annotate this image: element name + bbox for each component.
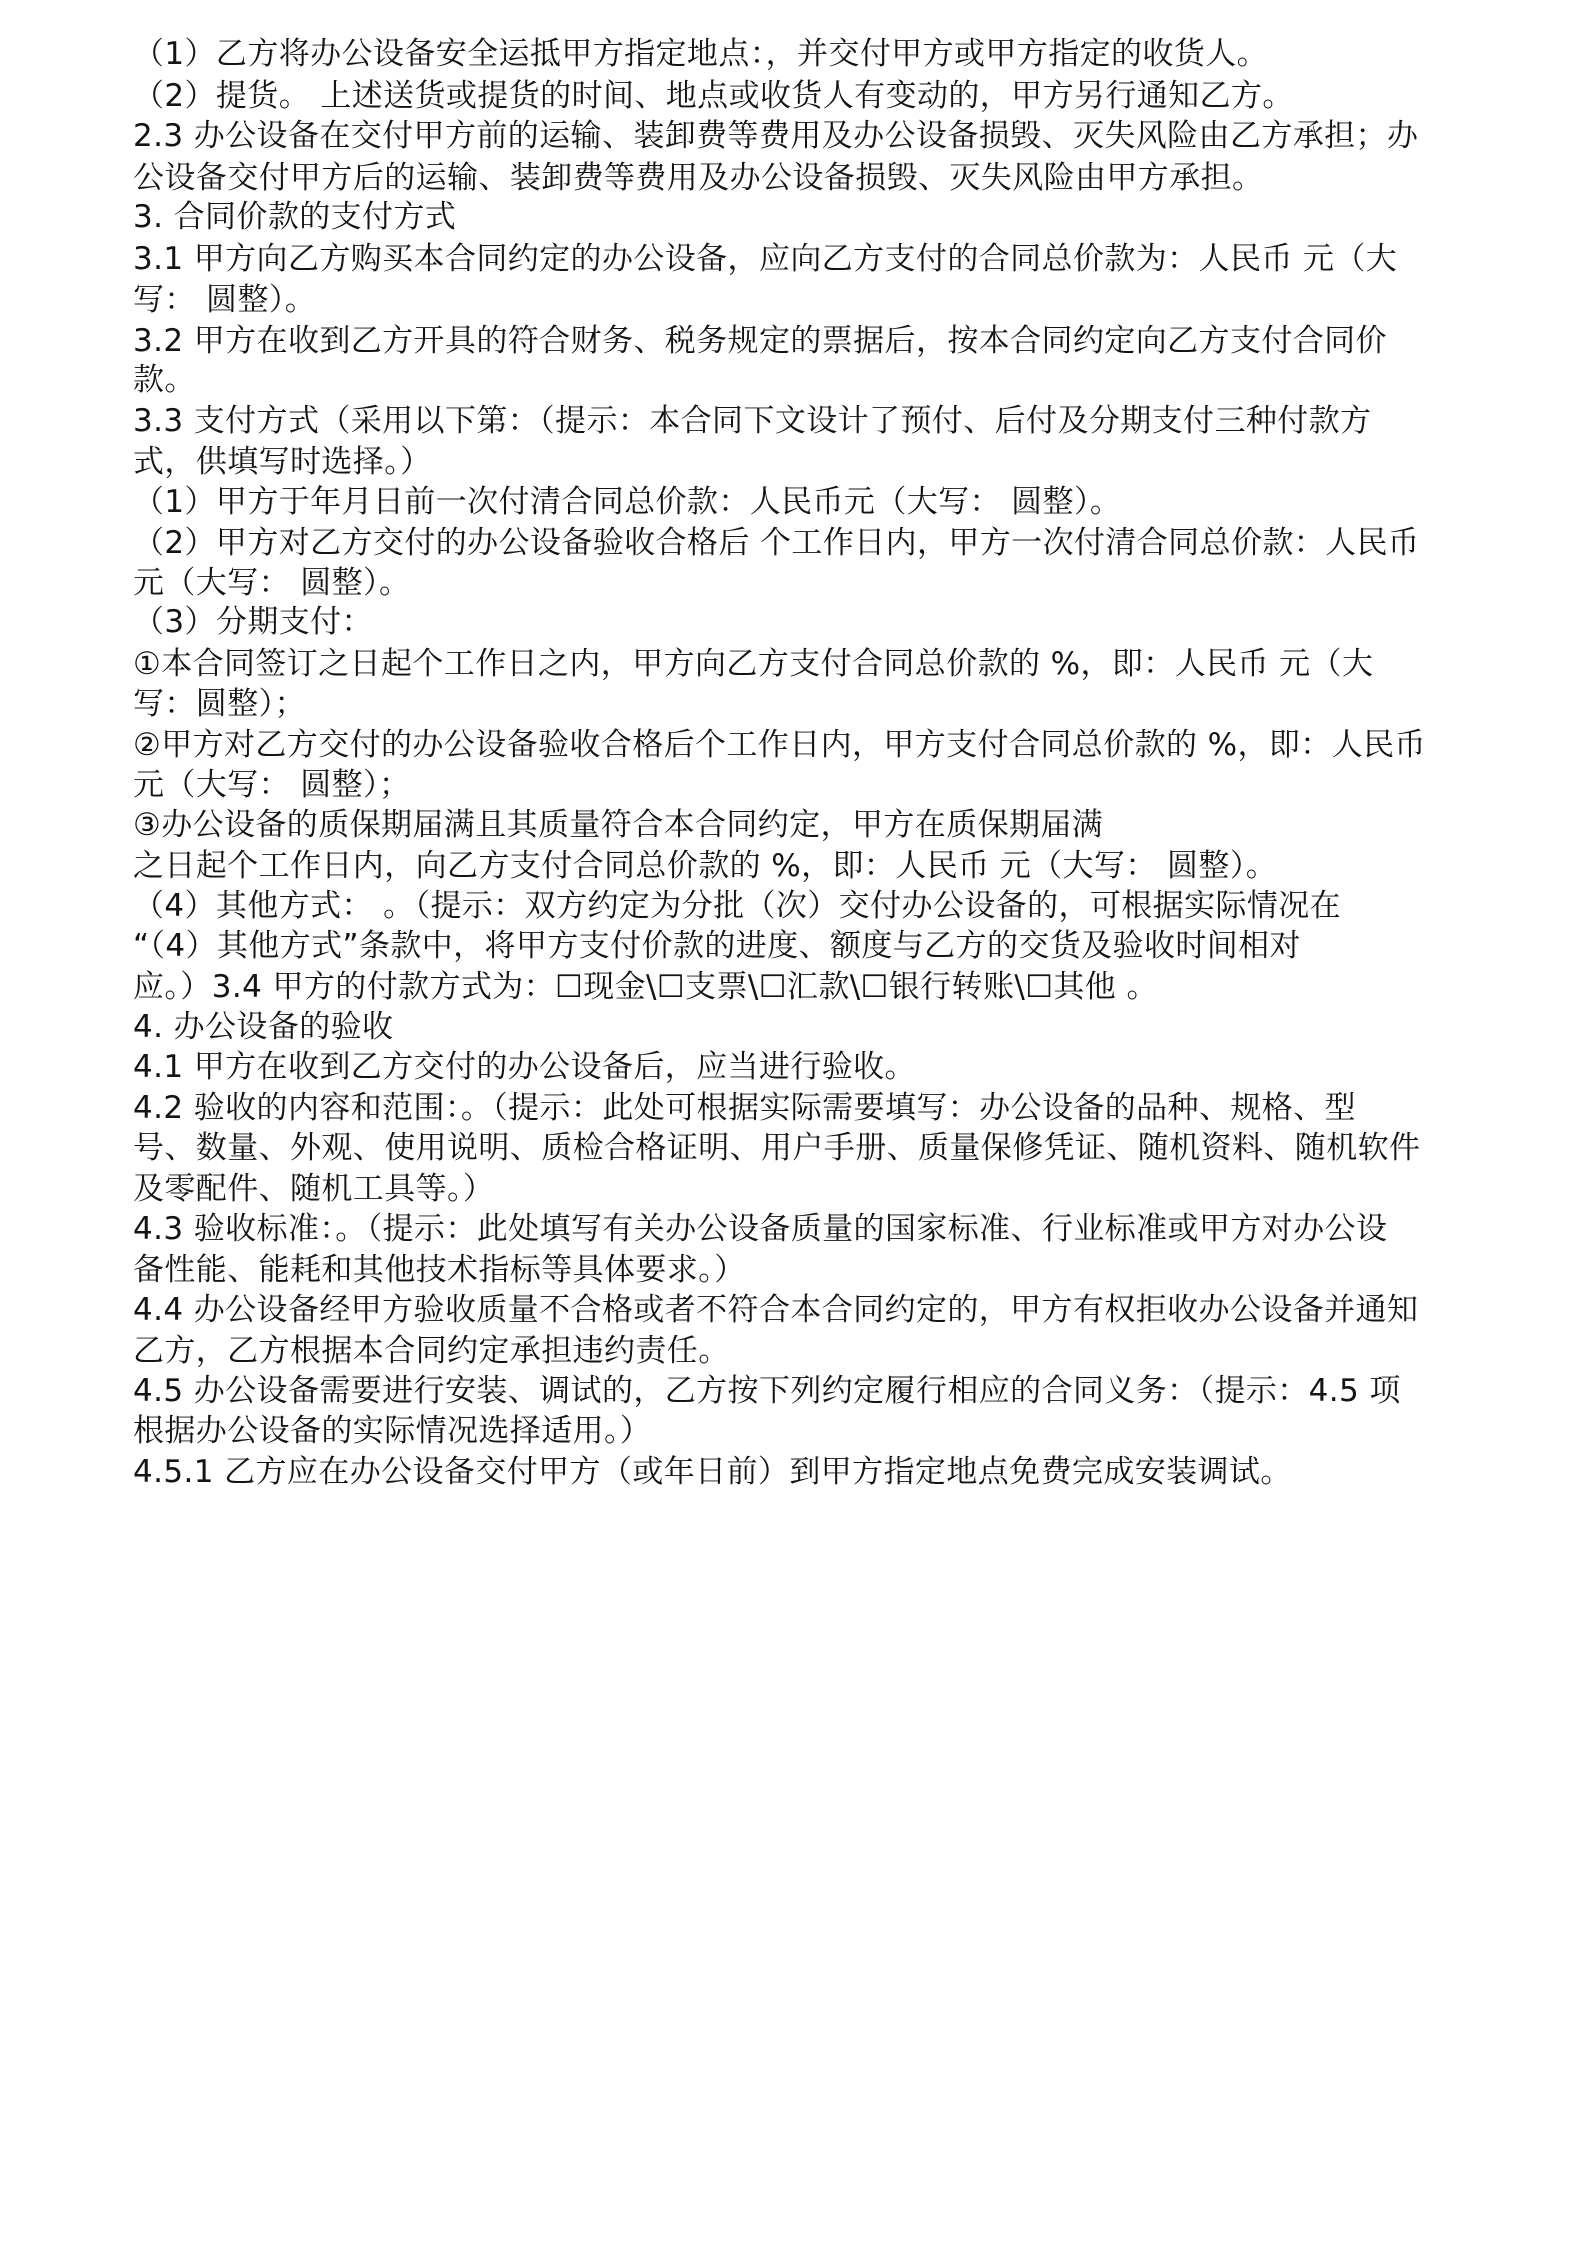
doc-line: （1）乙方将办公设备安全运抵甲方指定地点：，并交付甲方或甲方指定的收货人。 [133, 36, 1269, 72]
doc-line: 写：圆整）； [133, 686, 306, 722]
doc-line: 应。）3.4 甲方的付款方式为：☐现金\☐支票\☐汇款\☐银行转账\☐其他 。 [133, 969, 1158, 1005]
doc-line: ②甲方对乙方交付的办公设备验收合格后个工作日内，甲方支付合同总价款的 %，即：人民币 [133, 727, 1426, 763]
doc-line: 4.5 办公设备需要进行安装、调试的，乙方按下列约定履行相应的合同义务：（提示：4.5 项 [133, 1373, 1401, 1409]
section-heading: 4. 办公设备的验收 [133, 1009, 394, 1045]
doc-line: （1）甲方于年月日前一次付清合同总价款：人民币元（大写： 圆整）。 [133, 484, 1122, 520]
doc-line: 公设备交付甲方后的运输、装卸费等费用及办公设备损毁、灭失风险由甲方承担。 [133, 160, 1264, 196]
doc-line: 根据办公设备的实际情况选择适用。） [133, 1413, 652, 1449]
doc-line: 备性能、能耗和其他技术指标等具体要求。） [133, 1252, 746, 1288]
doc-line: 4.1 甲方在收到乙方交付的办公设备后，应当进行验收。 [133, 1049, 916, 1085]
doc-line: 元（大写： 圆整）。 [133, 565, 411, 601]
doc-line: 4.4 办公设备经甲方验收质量不合格或者不符合本合同约定的，甲方有权拒收办公设备并通知 [133, 1292, 1419, 1328]
doc-line: 3.3 支付方式（采用以下第：（提示：本合同下文设计了预付、后付及分期支付三种付款方 [133, 403, 1372, 439]
doc-line: ①本合同签订之日起个工作日之内，甲方向乙方支付合同总价款的 %，即：人民币 元（大 [133, 646, 1374, 682]
doc-line: （2）甲方对乙方交付的办公设备验收合格后 个工作日内，甲方一次付清合同总价款：人民币 [133, 525, 1420, 561]
doc-line: （2）提货。 上述送货或提货的时间、地点或收货人有变动的，甲方另行通知乙方。 [133, 78, 1294, 114]
doc-line: 3.1 甲方向乙方购买本合同约定的办公设备，应向乙方支付的合同总价款为：人民币 元（大 [133, 241, 1398, 277]
doc-line: 2.3 办公设备在交付甲方前的运输、装卸费等费用及办公设备损毁、灭失风险由乙方承担；办 [133, 118, 1419, 154]
doc-line: 4.3 验收标准：。（提示：此处填写有关办公设备质量的国家标准、行业标准或甲方对办公设 [133, 1211, 1388, 1247]
doc-line: 4.2 验收的内容和范围：。（提示：此处可根据实际需要填写：办公设备的品种、规格、型 [133, 1090, 1356, 1126]
doc-line: 及零配件、随机工具等。） [133, 1171, 495, 1207]
doc-line: 3.2 甲方在收到乙方开具的符合财务、税务规定的票据后，按本合同约定向乙方支付合同价 [133, 323, 1387, 359]
doc-line: 4.5.1 乙方应在办公设备交付甲方（或年日前）到甲方指定地点免费完成安装调试。 [133, 1454, 1292, 1490]
doc-line: 款。 [133, 362, 196, 398]
doc-line: 之日起个工作日内，向乙方支付合同总价款的 %，即：人民币 元（大写： 圆整）。 [133, 848, 1278, 884]
doc-line: “（4）其他方式”条款中，将甲方支付价款的进度、额度与乙方的交货及验收时间相对 [133, 928, 1301, 964]
doc-line: （4）其他方式： 。（提示：双方约定为分批（次）交付办公设备的，可根据实际情况在 [133, 888, 1342, 924]
section-heading: 3. 合同价款的支付方式 [133, 199, 457, 235]
doc-line: 乙方，乙方根据本合同约定承担违约责任。 [133, 1333, 730, 1369]
doc-line: ③办公设备的质保期届满且其质量符合本合同约定，甲方在质保期届满 [133, 807, 1104, 843]
doc-line: 写： 圆整）。 [133, 282, 317, 318]
doc-line: 元（大写： 圆整）； [133, 767, 411, 803]
doc-line: 式，供填写时选择。） [133, 444, 432, 480]
doc-line: 号、数量、外观、使用说明、质检合格证明、用户手册、质量保修凭证、随机资料、随机软件 [133, 1130, 1421, 1166]
doc-line: （3）分期支付： [133, 604, 373, 640]
